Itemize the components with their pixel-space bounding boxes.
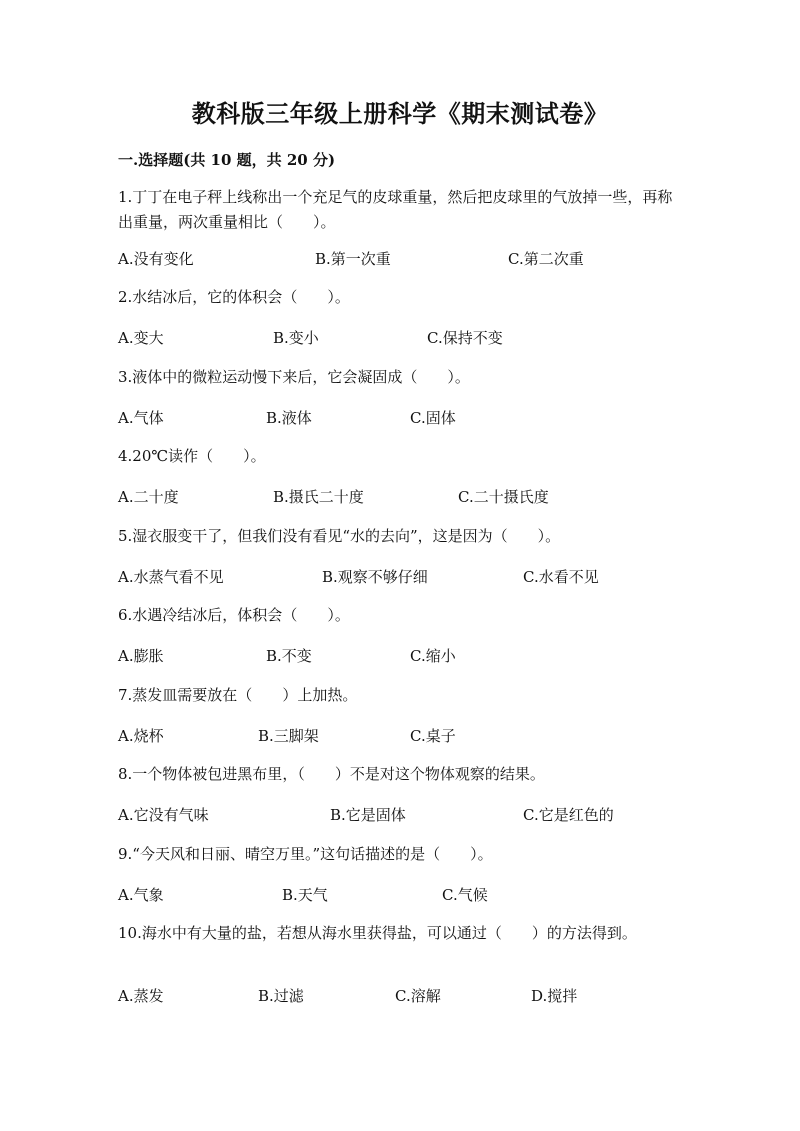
options-7 bbox=[118, 725, 718, 747]
option-7b[interactable]: B.三脚架 bbox=[258, 727, 319, 745]
options-10 bbox=[118, 985, 718, 1007]
question-7: 7.蒸发皿需要放在（ ）上加热。 bbox=[118, 686, 358, 704]
option-3a[interactable]: A.气体 bbox=[118, 409, 164, 427]
option-5c[interactable]: C.水看不见 bbox=[523, 568, 599, 586]
option-5b[interactable]: B.观察不够仔细 bbox=[322, 568, 428, 586]
option-6a[interactable]: A.膨胀 bbox=[118, 647, 164, 665]
option-9a[interactable]: A.气象 bbox=[118, 886, 164, 904]
option-2a[interactable]: A.变大 bbox=[118, 329, 164, 347]
option-10a[interactable]: A.蒸发 bbox=[118, 987, 164, 1005]
option-1b[interactable]: B.第一次重 bbox=[315, 250, 391, 268]
question-4: 4.20℃读作（ ）。 bbox=[118, 447, 266, 465]
question-6: 6.水遇冷结冰后，体积会（ ）。 bbox=[118, 606, 350, 624]
question-1: 1.丁丁在电子秤上线称出一个充足气的皮球重量，然后把皮球里的气放掉一些，再称出重量，两次重量相比（ ）。 bbox=[118, 188, 673, 231]
option-1a[interactable]: A.没有变化 bbox=[118, 250, 194, 268]
option-7a[interactable]: A.烧杯 bbox=[118, 727, 164, 745]
option-4a[interactable]: A.二十度 bbox=[118, 488, 179, 506]
option-10d[interactable]: D.搅拌 bbox=[531, 987, 578, 1005]
option-2b[interactable]: B.变小 bbox=[273, 329, 319, 347]
option-1c[interactable]: C.第二次重 bbox=[508, 250, 584, 268]
option-9b[interactable]: B.天气 bbox=[282, 886, 328, 904]
options-3 bbox=[118, 407, 718, 429]
option-3c[interactable]: C.固体 bbox=[410, 409, 456, 427]
options-4 bbox=[118, 486, 718, 508]
option-9c[interactable]: C.气候 bbox=[442, 886, 488, 904]
option-6c[interactable]: C.缩小 bbox=[410, 647, 456, 665]
option-4b[interactable]: B.摄氏二十度 bbox=[273, 488, 364, 506]
option-3b[interactable]: B.液体 bbox=[266, 409, 312, 427]
option-6b[interactable]: B.不变 bbox=[266, 647, 312, 665]
options-6 bbox=[118, 645, 718, 667]
option-2c[interactable]: C.保持不变 bbox=[427, 329, 503, 347]
question-3: 3.液体中的微粒运动慢下来后，它会凝固成（ ）。 bbox=[118, 368, 470, 386]
question-2: 2.水结冰后，它的体积会（ ）。 bbox=[118, 288, 350, 306]
option-8a[interactable]: A.它没有气味 bbox=[118, 806, 209, 824]
page-title: 教科版三年级上册科学《期末测试卷》 bbox=[191, 99, 609, 128]
option-4c[interactable]: C.二十摄氏度 bbox=[458, 488, 549, 506]
option-10b[interactable]: B.过滤 bbox=[258, 987, 304, 1005]
option-8c[interactable]: C.它是红色的 bbox=[523, 806, 614, 824]
option-5a[interactable]: A.水蒸气看不见 bbox=[118, 568, 224, 586]
question-8: 8.一个物体被包进黑布里，（ ）不是对这个物体观察的结果。 bbox=[118, 765, 545, 783]
option-7c[interactable]: C.桌子 bbox=[410, 727, 456, 745]
question-5: 5.湿衣服变干了，但我们没有看见“水的去向”，这是因为（ ）。 bbox=[118, 527, 561, 545]
question-9: 9.“今天风和日丽、晴空万里。”这句话描述的是（ ）。 bbox=[118, 845, 493, 863]
options-2 bbox=[118, 327, 718, 349]
section-heading: 一.选择题(共 10 题，共 20 分) bbox=[118, 151, 336, 169]
options-9 bbox=[118, 884, 718, 906]
option-8b[interactable]: B.它是固体 bbox=[330, 806, 406, 824]
options-5 bbox=[118, 566, 718, 588]
question-10: 10.海水中有大量的盐，若想从海水里获得盐，可以通过（ ）的方法得到。 bbox=[118, 924, 637, 942]
options-8 bbox=[118, 804, 718, 826]
option-10c[interactable]: C.溶解 bbox=[395, 987, 441, 1005]
options-1 bbox=[118, 248, 718, 270]
